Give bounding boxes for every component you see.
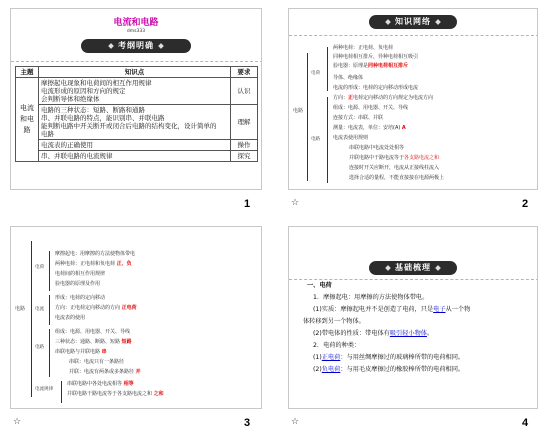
group-node: 电流规律 [35, 387, 53, 392]
text-span: ：与用毛皮摩擦过的橡胶棒所带的电荷相同。 [340, 366, 465, 373]
answer-text: 相等 [123, 381, 134, 387]
node-text [67, 381, 134, 387]
node-text [333, 63, 408, 69]
slide-3[interactable] [10, 226, 262, 409]
star-icon: ☆ [13, 417, 22, 427]
exam-outline-banner [81, 39, 191, 53]
node-label: 并联电路干路电流等于各支路电流之和 [67, 391, 153, 397]
requirement-cell: 理解 [231, 105, 258, 140]
star-icon: ☆ [291, 417, 300, 427]
text-span: (2) [313, 366, 322, 373]
text-span: (2)带电体的性质：带电体有 [313, 330, 390, 337]
node-text [69, 369, 141, 375]
slide-2[interactable] [288, 8, 538, 190]
node-text: 连接方式：串联、并联 [333, 115, 384, 121]
brace [61, 381, 62, 403]
group-node: 电荷 [311, 71, 320, 76]
page-number: 4 [522, 417, 529, 429]
knowledge-cell [39, 78, 231, 105]
brace [49, 295, 50, 325]
node-text: 电流表的使用 [55, 315, 86, 321]
paragraph [313, 329, 433, 338]
node-text: 电流表使用规则 [333, 135, 369, 141]
paragraph [313, 305, 470, 314]
node-text: 连接时开关应断开，电流从正接线柱流入 [349, 165, 440, 171]
header-topic: 主题 [16, 67, 39, 78]
knowledge-network-banner [369, 15, 457, 29]
knowledge-cell: 电流表的正确使用 [39, 140, 231, 151]
root-node: 电路 [15, 306, 26, 312]
group-node: 电荷 [35, 265, 44, 270]
node-text: 串联电路中电流处处相等 [349, 145, 405, 151]
answer-text: 串 [101, 349, 107, 355]
brace [307, 53, 308, 181]
answer-text: 正 [348, 95, 354, 101]
diamond-icon [385, 265, 391, 271]
table-row [16, 78, 258, 105]
brace [49, 251, 50, 291]
slide-4[interactable] [288, 226, 538, 409]
node-text [333, 95, 433, 101]
star-icon: ☆ [291, 198, 300, 208]
divider [289, 279, 538, 280]
answer-text: 短路 [121, 339, 132, 345]
diamond-icon [108, 43, 114, 49]
node-text [67, 391, 164, 397]
text-line: 串、并联电路的特点，能识别串、并联电路 [41, 114, 165, 122]
brace [31, 241, 32, 397]
answer-text: 正电荷 [121, 305, 137, 311]
table-header-row [16, 67, 258, 78]
divider [289, 35, 538, 36]
answer-text: A [401, 125, 406, 131]
text-span: ：与用丝绸摩擦过的玻璃棒所带的电荷相同。 [340, 354, 465, 361]
knowledge-cell: 串、并联电路的电流规律 [39, 151, 231, 162]
node-label: 三种状态：通路、断路、短路 [55, 339, 121, 345]
node-text: 导体、绝缘体 [333, 75, 364, 81]
text-line: 电流形成的原因和方向的规定 [41, 87, 126, 95]
header-requirement: 要求 [231, 67, 258, 78]
answer-fill: 吸引轻小物体 [389, 330, 427, 337]
node-label: 验电器：原理是 [333, 63, 369, 69]
node-text: 摩擦起电：用摩擦的方法使物体带电 [55, 251, 136, 257]
node-text [333, 125, 406, 131]
node-text: 同种电荷相互排斥，异种电荷相互吸引 [333, 54, 419, 60]
banner-label: 考纲明确 [118, 41, 154, 50]
paragraph: 1．摩擦起电：用摩擦的方法使物体带电。 [313, 294, 429, 301]
brace [49, 329, 50, 377]
node-text: 串联：电流只有一条路径 [69, 359, 125, 365]
text-line: 会判断导体和绝缘体 [41, 95, 100, 103]
table-row [16, 140, 258, 151]
page-number: 2 [522, 198, 529, 210]
text-span: (1) [313, 354, 322, 361]
root-node: 电路 [293, 108, 304, 114]
answer-text: 同种电荷相互排斥 [368, 63, 409, 69]
paragraph: 2．电荷的种类： [313, 342, 361, 349]
requirement-cell: 操作 [231, 140, 258, 151]
page-number: 1 [244, 198, 251, 210]
banner-label: 基础梳理 [395, 263, 431, 272]
node-text [349, 155, 439, 161]
node-label: 电荷定向移动的方向规定为电流方向 [353, 95, 434, 101]
node-text [55, 261, 132, 267]
diamond-icon [158, 43, 164, 49]
page-number: 3 [244, 417, 251, 429]
node-text [55, 349, 107, 355]
slide-title: 电流和电路 [113, 18, 159, 28]
group-node: 电流 [35, 307, 44, 312]
requirement-cell: 认识 [231, 78, 258, 105]
node-label: 测量：电流表，单位：安培(A) [333, 125, 401, 131]
node-text: 组成：电源、用电器、开关、导线 [55, 329, 131, 335]
divider [11, 61, 262, 62]
brace [327, 47, 328, 91]
brace [327, 97, 328, 183]
answer-text: 之和 [153, 391, 164, 397]
answer-text: 各支路电流之和 [404, 155, 440, 161]
diamond-icon [435, 19, 441, 25]
node-label: 串联电路中各处电流相等 [67, 381, 123, 387]
syllabus-table [15, 66, 258, 162]
node-label: 两种电荷：正电荷和负电荷 [55, 261, 116, 267]
header-knowledge: 知识点 [39, 67, 231, 78]
answer-fill: 电子 [433, 306, 446, 313]
table-row [16, 151, 258, 162]
section-heading: 一、电荷 [307, 282, 332, 289]
answer-fill: 负电荷 [321, 366, 341, 373]
node-text: 电荷间的相互作用规律 [55, 271, 106, 277]
banner-label: 知识网络 [395, 17, 431, 26]
text-span: 从一个物 [445, 306, 471, 313]
node-text: 选择合适的量程，不能直接接在电源两极上 [349, 175, 445, 181]
text-line: 能判断电路中开关断开或闭合后电路的结构变化，设计简单的 [41, 122, 217, 130]
text-line: 电路 [41, 130, 54, 138]
node-label: 方向：正电荷定向移动的方向 [55, 305, 121, 311]
text-span: (1)实质：摩擦起电并不是创造了电荷，只是 [313, 306, 434, 313]
knowledge-cell [39, 105, 231, 140]
slide-1[interactable] [10, 8, 262, 190]
node-text: 组成：电源、用电器、开关、导线 [333, 105, 409, 111]
node-label: 串联电路与并联电路 [55, 349, 101, 355]
node-label: 并联电路中干路电流等于 [349, 155, 405, 161]
group-node: 电路 [311, 137, 320, 142]
answer-text: 并 [135, 369, 141, 375]
node-text: 两种电荷：正电荷、负电荷 [333, 45, 394, 51]
node-text [55, 339, 132, 345]
answer-text: 正、负 [116, 261, 132, 267]
answer-fill: 正电荷 [321, 354, 341, 361]
paragraph [313, 353, 464, 362]
text-line: 电路的三种状态：短路、断路和通路 [41, 106, 145, 114]
node-text: 电流的形成：电荷的定向移动形成电流 [333, 85, 419, 91]
basic-review-banner [369, 261, 457, 275]
diamond-icon [435, 265, 441, 271]
paragraph [313, 365, 464, 374]
text-line: 摩擦起电现象和电荷间的相互作用规律 [41, 79, 152, 87]
requirement-cell: 探究 [231, 151, 258, 162]
node-text: 形成：电荷的定向移动 [55, 295, 106, 301]
node-text [55, 305, 137, 311]
node-label: 并联：电流有两条或多条路径 [69, 369, 135, 375]
node-text: 验电器的原理及作用 [55, 281, 101, 287]
group-node: 电路 [35, 345, 44, 350]
text-span: 。 [426, 330, 434, 337]
paragraph: 体转移到另一个物体。 [303, 318, 365, 325]
table-row [16, 105, 258, 140]
diamond-icon [385, 19, 391, 25]
topic-cell: 电流和电路 [16, 78, 39, 162]
slide-subtitle: dms333 [126, 29, 146, 34]
node-label: 方向： [333, 95, 349, 101]
